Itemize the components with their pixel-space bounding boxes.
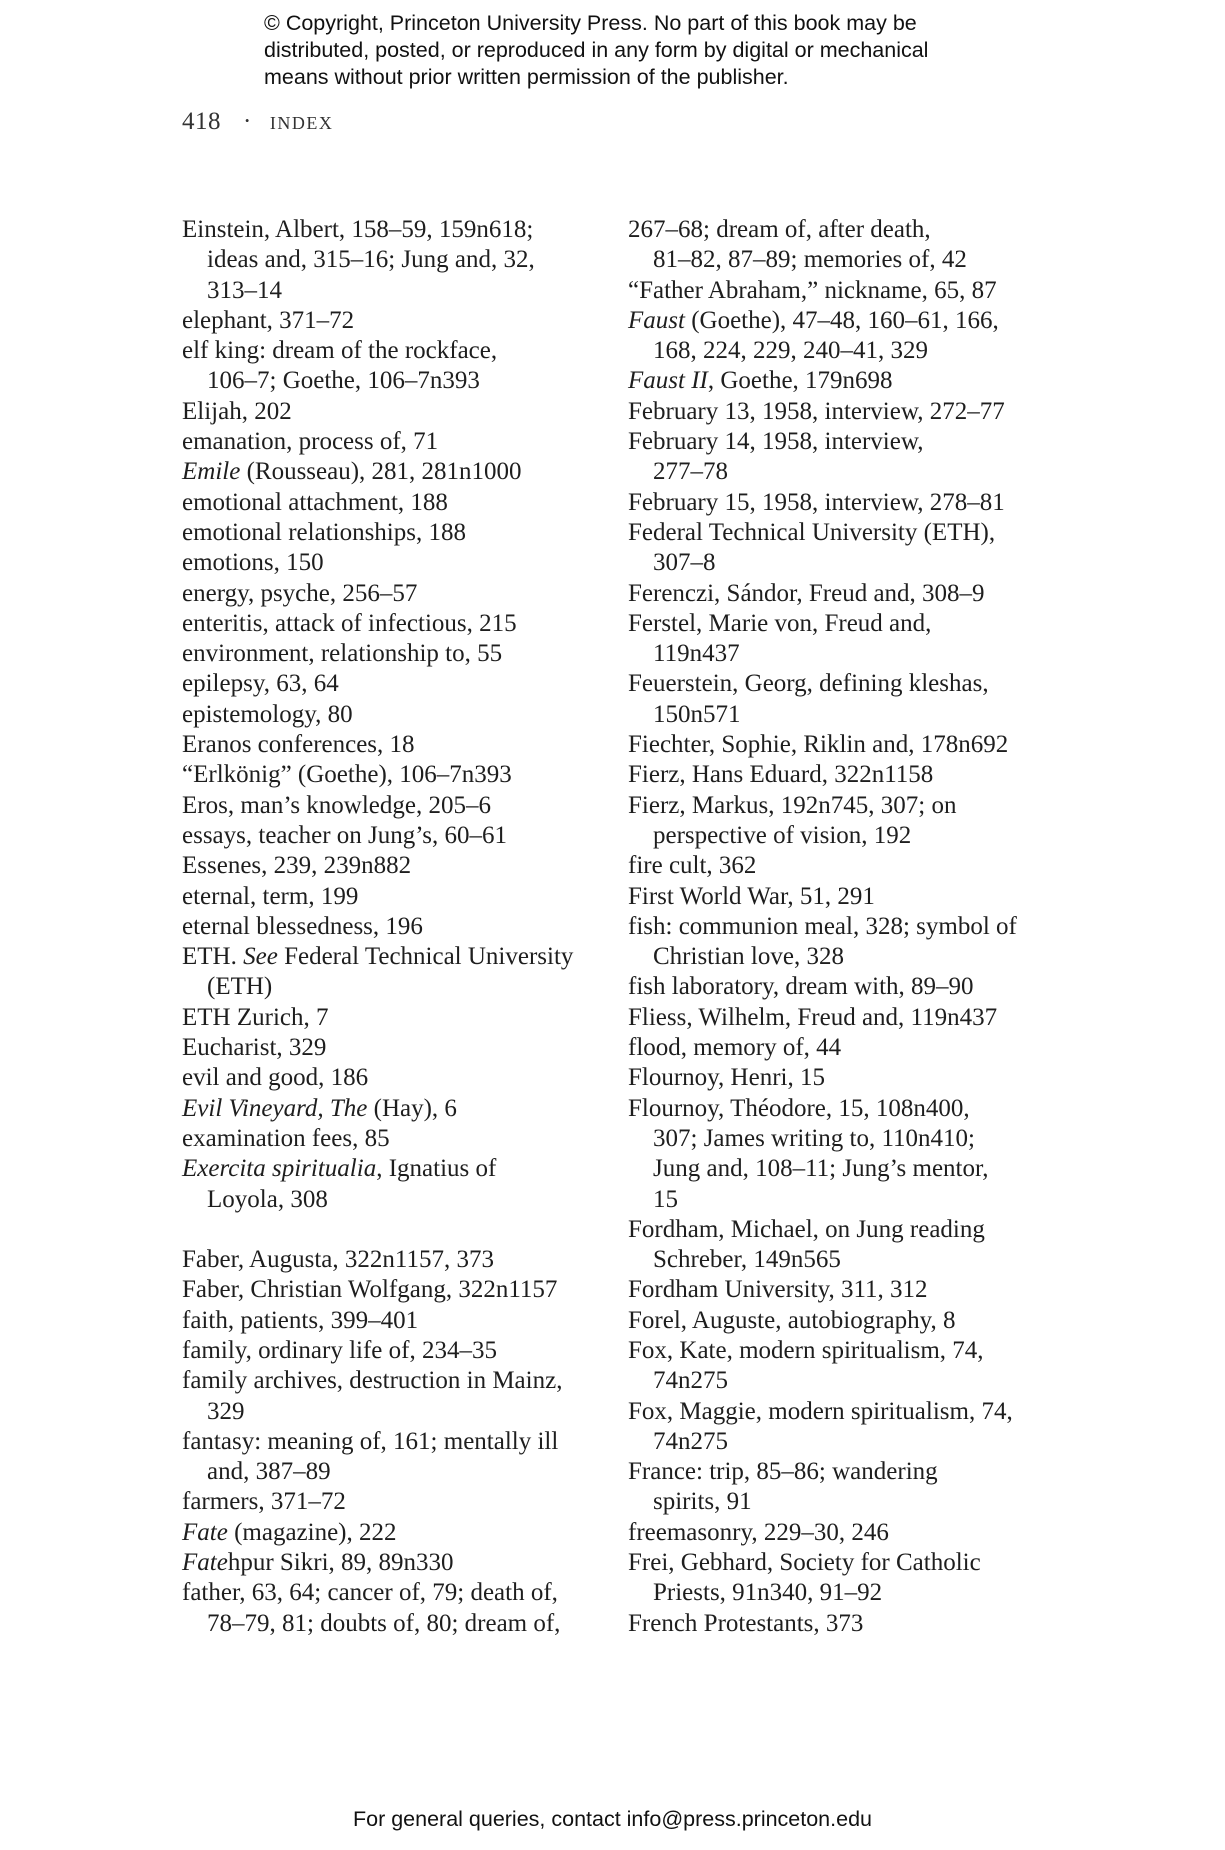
index-entry [182,1366,622,1427]
index-entry [628,669,1068,730]
index-entry-heading: Faust (Goethe), 47–48, 160–61, 166, [628,306,999,334]
index-entry-heading: Emile (Rousseau), 281, 281n1000 [182,458,522,486]
index-entry [628,1215,1068,1276]
index-entry-heading: Eucharist, 329 [182,1034,327,1062]
index-entry-continuation: (ETH) [207,973,273,1001]
index-entry [182,1033,622,1063]
index-entry-heading: Ferstel, Marie von, Freud and, [628,609,932,637]
index-entry-continuation: spirits, 91 [653,1488,752,1516]
index-entry-heading: farmers, 371–72 [182,1488,346,1516]
index-entry [182,548,622,578]
index-entry [628,1609,1068,1639]
index-entry [182,1306,622,1336]
index-entry [628,306,1068,367]
index-entry [182,669,622,699]
index-entry [628,1336,1068,1397]
index-entry [182,639,622,669]
index-entry-continuation: Jung and, 108–11; Jung’s mentor, [653,1155,989,1183]
index-entry-heading: Faber, Christian Wolfgang, 322n1157 [182,1276,558,1304]
copyright-line: distributed, posted, or reproduced in any form by digital or mechanical [264,38,929,62]
index-entry-heading: Fliess, Wilhelm, Freud and, 119n437 [628,1003,998,1031]
index-entry [628,1033,1068,1063]
index-entry [182,1487,622,1517]
index-entry-heading: epilepsy, 63, 64 [182,670,339,698]
index-entry-heading: emotional attachment, 188 [182,488,448,516]
index-entry-heading: freemasonry, 229–30, 246 [628,1518,889,1546]
index-entry [182,942,622,1003]
index-entry [628,518,1068,579]
index-entry [628,427,1068,488]
index-entry-continuation: 168, 224, 229, 240–41, 329 [653,337,928,365]
index-entry-continuation: Schreber, 149n565 [653,1246,841,1274]
index-entry-heading: evil and good, 186 [182,1064,369,1092]
index-entry [182,609,622,639]
index-entry [182,1003,622,1033]
index-entry [182,579,622,609]
index-entry-continuation: 277–78 [653,458,728,486]
index-entry [628,579,1068,609]
index-entry-heading: Eros, man’s knowledge, 205–6 [182,791,491,819]
index-entry-heading: epistemology, 80 [182,700,353,728]
index-entry-heading: essays, teacher on Jung’s, 60–61 [182,821,507,849]
index-entry [182,1275,622,1305]
index-column-left [182,215,622,1639]
index-entry-continuation: and, 387–89 [207,1458,331,1486]
index-entry [628,1003,1068,1033]
index-entry-continuation: 81–82, 87–89; memories of, 42 [653,246,967,274]
index-entry-heading: emotional relationships, 188 [182,518,466,546]
index-entry-heading: Fordham University, 311, 312 [628,1276,928,1304]
index-entry [182,215,622,306]
index-entry-continuation: 307; James writing to, 110n410; [653,1124,975,1152]
index-entry [182,882,622,912]
index-entry-heading: Fierz, Markus, 192n745, 307; on [628,791,957,819]
index-entry-heading: Faust II, Goethe, 179n698 [628,367,893,395]
index-entry [182,427,622,457]
index-entry-heading: Frei, Gebhard, Society for Catholic [628,1549,981,1577]
index-entry [182,730,622,760]
index-entry [628,972,1068,1002]
index-entry-heading: Fiechter, Sophie, Riklin and, 178n692 [628,731,1009,759]
index-entry-heading: Essenes, 239, 239n882 [182,852,412,880]
index-entry [628,366,1068,396]
index-entry-heading: faith, patients, 399–401 [182,1306,419,1334]
index-entry-heading: Fatehpur Sikri, 89, 89n330 [182,1549,454,1577]
index-entry-heading: eternal, term, 199 [182,882,359,910]
index-entry [182,1094,622,1124]
index-entry [182,488,622,518]
copyright-line: © Copyright, Princeton University Press. No part of this book may be [264,11,917,35]
index-entry-heading: Evil Vineyard, The (Hay), 6 [182,1094,457,1122]
index-entry-heading: Fierz, Hans Eduard, 322n1158 [628,761,934,789]
index-entry [628,488,1068,518]
footer-contact: For general queries, contact info@press.princeton.edu [352,1807,872,1831]
index-entry-heading: ETH Zurich, 7 [182,1003,329,1031]
index-entry [628,1063,1068,1093]
index-entry-heading: elephant, 371–72 [182,306,355,334]
index-entry-continuation: 15 [653,1185,678,1213]
index-entry [182,912,622,942]
index-entry [628,730,1068,760]
index-entry [628,882,1068,912]
index-entry-heading: eternal blessedness, 196 [182,912,423,940]
index-entry [182,1427,622,1488]
index-entry [182,518,622,548]
index-entry [628,760,1068,790]
index-entry [628,851,1068,881]
index-entry-continuation: 74n275 [653,1427,728,1455]
index-entry [182,760,622,790]
index-entry-heading: family archives, destruction in Mainz, [182,1367,563,1395]
index-entry-continuation: 119n437 [653,640,740,668]
index-entry-continuation: 307–8 [653,549,716,577]
index-entry [628,1306,1068,1336]
index-entry-continuation: 329 [207,1397,245,1425]
index-entry-heading: French Protestants, 373 [628,1609,864,1637]
index-entry-heading: ETH. See Federal Technical University [182,943,574,971]
index-entry [628,1457,1068,1518]
index-entry-heading: Forel, Auguste, autobiography, 8 [628,1306,956,1334]
index-entry-continuation: Loyola, 308 [207,1185,328,1213]
running-head [182,108,333,136]
index-entry-continuation: 150n571 [653,700,741,728]
index-entry-heading: Eranos conferences, 18 [182,731,415,759]
index-entry [628,1094,1068,1215]
index-entry-heading: “Erlkönig” (Goethe), 106–7n393 [182,761,512,789]
index-entry [182,306,622,336]
index-entry-heading: Fordham, Michael, on Jung reading [628,1215,985,1243]
index-entry-heading: fire cult, 362 [628,852,757,880]
index-entry-heading: February 15, 1958, interview, 278–81 [628,488,1005,516]
index-entry [182,1124,622,1154]
index-entry [628,912,1068,973]
index-entry-heading: Exercita spiritualia, Ignatius of [182,1155,497,1183]
index-entry [628,276,1068,306]
index-entry-heading: Fox, Maggie, modern spiritualism, 74, [628,1397,1013,1425]
index-entry-continuation: perspective of vision, 192 [653,821,912,849]
copyright-notice [264,10,964,91]
header-separator: · [243,108,252,135]
index-entry-heading: First World War, 51, 291 [628,882,875,910]
index-entry [628,1518,1068,1548]
index-entry-heading: Fate (magazine), 222 [182,1518,397,1546]
index-entry [628,1397,1068,1458]
index-entry-heading: Feuerstein, Georg, defining kleshas, [628,670,989,698]
index-column-right [628,215,1068,1639]
index-entry [182,1336,622,1366]
index-entry [182,791,622,821]
index-entry [628,609,1068,670]
index-entry-heading: fantasy: meaning of, 161; mentally ill [182,1427,559,1455]
index-entry-heading: father, 63, 64; cancer of, 79; death of, [182,1579,558,1607]
index-entry [182,1063,622,1093]
page-number: 418 [182,108,221,135]
index-entry-heading: “Father Abraham,” nickname, 65, 87 [628,276,997,304]
index-entry-heading: Elijah, 202 [182,397,292,425]
index-entry [182,1518,622,1548]
index-entry [628,1548,1068,1609]
index-entry-heading: Federal Technical University (ETH), [628,518,996,546]
index-entry-continuation: 106–7; Goethe, 106–7n393 [207,367,480,395]
index-entry-heading: flood, memory of, 44 [628,1034,842,1062]
index-entry-heading: emotions, 150 [182,549,324,577]
index-entry [182,1245,622,1275]
index-entry [628,397,1068,427]
index-entry-heading: environment, relationship to, 55 [182,640,503,668]
letter-group-gap [182,1215,622,1245]
index-entry [182,336,622,397]
index-entry-continuation: Christian love, 328 [653,943,844,971]
index-entry [182,1578,622,1639]
index-entry [182,851,622,881]
index-entry-heading: examination fees, 85 [182,1124,390,1152]
index-entry [182,821,622,851]
section-title: index [269,108,334,135]
index-entry-heading: Faber, Augusta, 322n1157, 373 [182,1246,494,1274]
index-entry-heading: energy, psyche, 256–57 [182,579,418,607]
index-entry [182,457,622,487]
index-entry-continuation: 74n275 [653,1367,728,1395]
index-entry [628,215,1068,276]
index-entry-heading: elf king: dream of the rockface, [182,337,498,365]
index-entry-heading: February 14, 1958, interview, [628,428,924,456]
index-entry-heading: emanation, process of, 71 [182,428,439,456]
index-entry-heading: France: trip, 85–86; wandering [628,1458,938,1486]
index-entry-heading: Ferenczi, Sándor, Freud and, 308–9 [628,579,985,607]
index-entry-continuation: Priests, 91n340, 91–92 [653,1579,883,1607]
index-entry [628,1275,1068,1305]
index-entry-heading: Einstein, Albert, 158–59, 159n618; [182,216,534,243]
index-entry [628,791,1068,852]
index-entry-heading: family, ordinary life of, 234–35 [182,1336,497,1364]
index-entry [182,700,622,730]
copyright-line: means without prior written permission of the publisher. [264,65,789,89]
index-entry-continuation: ideas and, 315–16; Jung and, 32, [207,246,535,274]
index-entry-heading: Fox, Kate, modern spiritualism, 74, [628,1336,984,1364]
index-entry-heading: fish laboratory, dream with, 89–90 [628,973,974,1001]
index-entry-continuation: 313–14 [207,276,282,304]
index-entry-heading: February 13, 1958, interview, 272–77 [628,397,1005,425]
index-entry-heading: fish: communion meal, 328; symbol of [628,912,1017,940]
index-entry [182,1154,622,1215]
index-entry [182,1548,622,1578]
index-entry-heading: Flournoy, Théodore, 15, 108n400, [628,1094,970,1122]
index-entry-heading: 267–68; dream of, after death, [628,216,931,243]
index-entry [182,397,622,427]
index-entry-heading: enteritis, attack of infectious, 215 [182,609,517,637]
index-entry-heading: Flournoy, Henri, 15 [628,1064,825,1092]
index-entry-continuation: 78–79, 81; doubts of, 80; dream of, [207,1609,561,1637]
